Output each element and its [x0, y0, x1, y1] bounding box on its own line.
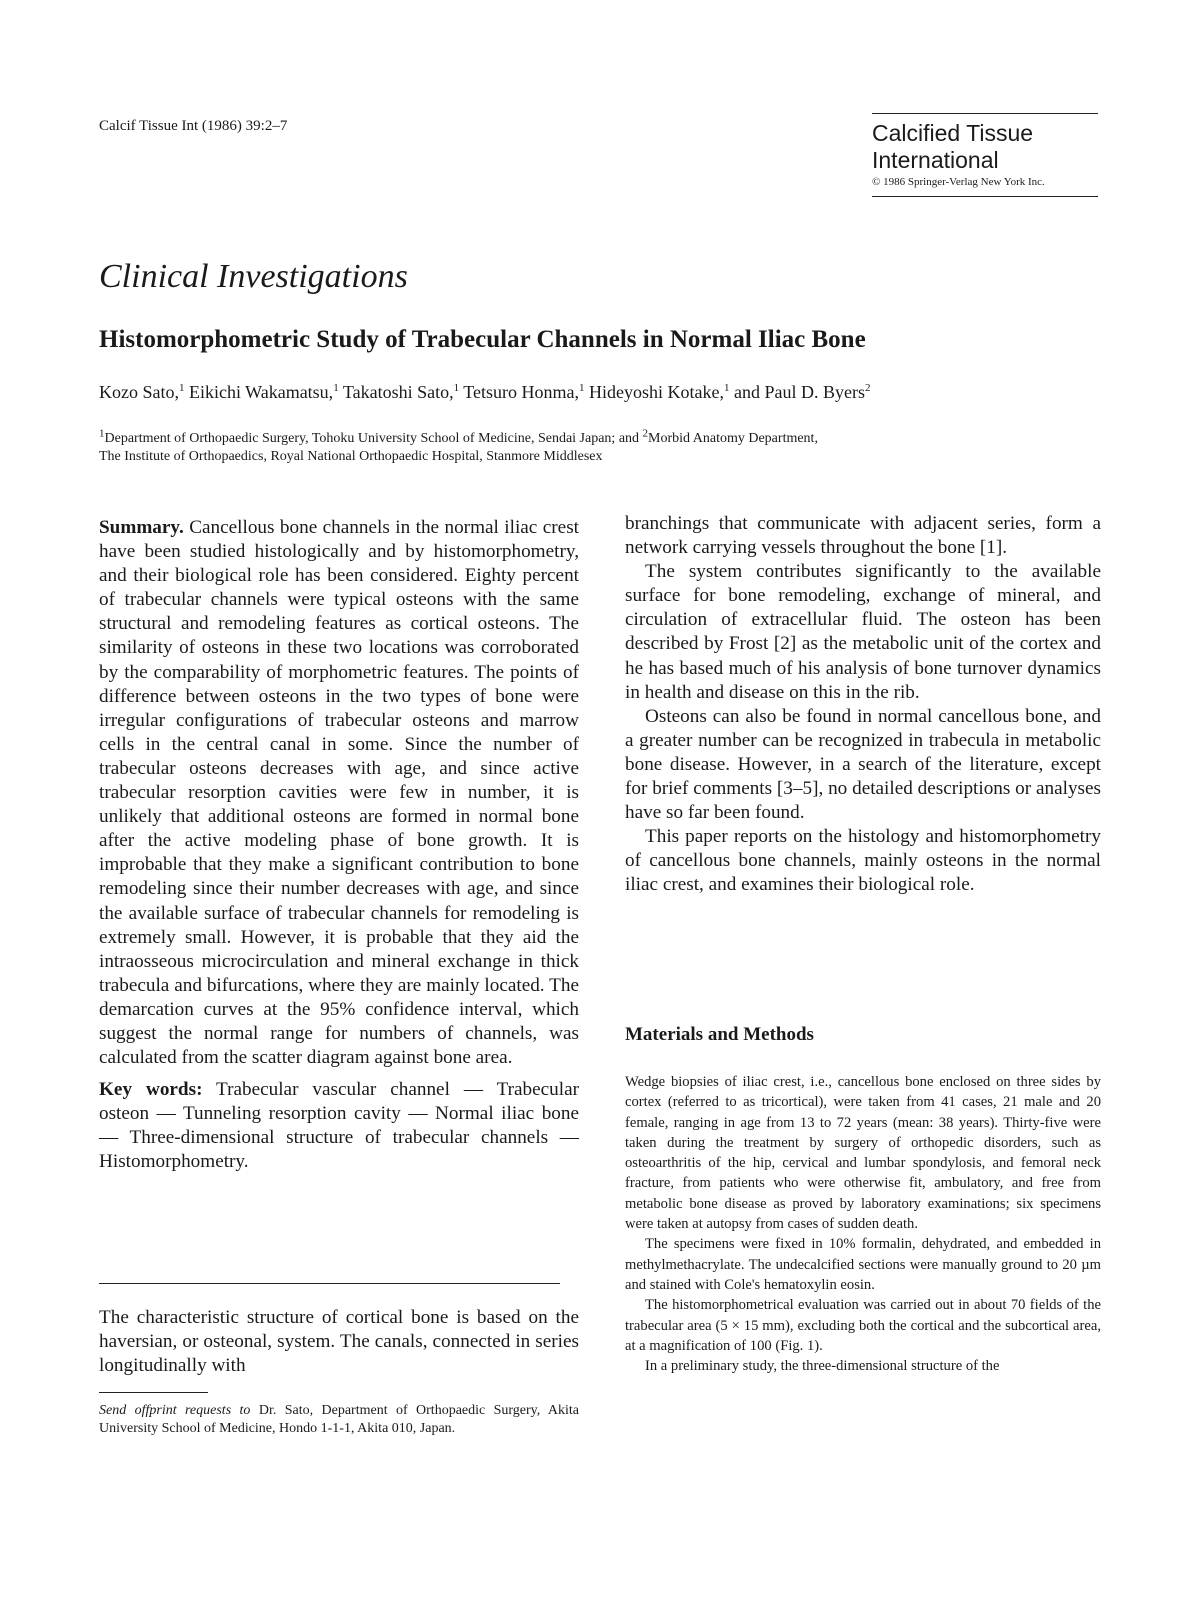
- article-title: Histomorphometric Study of Trabecular Channels in Normal Iliac Bone: [99, 326, 866, 353]
- offprint-footnote: [99, 1402, 579, 1438]
- journal-citation: Calcif Tissue Int (1986) 39:2–7: [99, 118, 288, 134]
- intro-paragraph: The characteristic structure of cortical bone is based on the haversian, or osteonal, system. The canals, connected in series longitudinally with: [99, 1307, 579, 1377]
- author-name: and Paul D. Byers: [734, 382, 865, 402]
- body-paragraph: The system contributes significantly to the available surface for bone remodeling, exchange of mineral, and circulation of extracellular fluid. The osteon has been described by Frost [2] as the metabolic unit of the cortex and he has based much of his analysis of bone turnover dynamics in health and disease on this in the rib.: [625, 561, 1101, 703]
- author-affiliation-mark: 1: [579, 382, 585, 394]
- summary-paragraph: [99, 516, 579, 1070]
- affiliation-line: The Institute of Orthopaedics, Royal National Orthopaedic Hospital, Stanmore Middlesex: [99, 449, 603, 464]
- keywords-text: Trabecular vascular channel — Trabecular osteon — Tunneling resorption cavity — Normal iliac bone — Three-dimensional structure of trabecular channels — Histomorphometry.: [99, 1079, 579, 1173]
- author-affiliation-mark: 1: [453, 382, 460, 394]
- author-name: Tetsuro Honma,: [463, 382, 580, 402]
- intro-left-block: [99, 1306, 579, 1378]
- copyright-notice: © 1986 Springer-Verlag New York Inc.: [872, 176, 1045, 188]
- methods-paragraph: The histomorphometrical evaluation was carried out in about 70 fields of the trabecular area (5 × 15 mm), excluding both the cortical and the subcortical area, at a magnification of 100 (Fig. 1).: [625, 1297, 1101, 1354]
- author-affiliation-mark: 1: [333, 382, 339, 394]
- abstract-divider: [99, 1283, 560, 1284]
- author-name: Kozo Sato,: [99, 382, 179, 402]
- journal-name-line1: Calcified Tissue: [872, 120, 1034, 146]
- methods-paragraph: In a preliminary study, the three-dimensional structure of the: [645, 1358, 1000, 1375]
- section-label: Clinical Investigations: [99, 258, 408, 295]
- methods-paragraph: Wedge biopsies of iliac crest, i.e., cancellous bone enclosed on three sides by cortex (referred to as tricortical), were taken from 41 cases, 21 male and 20 female, ranging in age from 13 to 72 years (mean: 38 years). Thirty-five were taken during the treatment by surgery of orthopedic disorders, such as osteoarthritis of the hip, cervical and lumbar spondylosis, and femoral neck fracture, from patients who were otherwise fit, ambulatory, and free from metabolic bone disease as proved by laboratory examinations; six specimens were taken at autopsy from cases of sudden death.: [625, 1074, 1101, 1233]
- affiliation-line: Department of Orthopaedic Surgery, Tohoku University School of Medicine, Sendai Japan; and: [104, 431, 643, 446]
- footnote-block: [99, 1402, 579, 1438]
- methods-paragraph: The specimens were fixed in 10% formalin, dehydrated, and embedded in methylmethacrylate. The undecalcified sections were manually ground to 20 µm and stained with Cole's hematoxylin eosin.: [625, 1236, 1101, 1293]
- affiliation-mark: 2: [642, 427, 649, 440]
- methods-heading: Materials and Methods: [625, 1024, 814, 1045]
- footnote-divider: [99, 1392, 208, 1393]
- author-affiliation-mark: 2: [864, 382, 871, 394]
- body-paragraph: Osteons can also be found in normal cancellous bone, and a greater number can be recognized in trabecula in metabolic bone disease. However, in a search of the literature, except for brief comments [3–5], no detailed descriptions or analyses have so far been found.: [625, 705, 1101, 824]
- abstract-block: [99, 516, 579, 1175]
- author-list: [99, 382, 870, 403]
- affiliation-mark: 1: [99, 427, 105, 440]
- author-name: Takatoshi Sato,: [342, 382, 454, 402]
- affiliation-line: Morbid Anatomy Department,: [648, 431, 818, 446]
- keywords-label: Key words:: [99, 1079, 203, 1101]
- footnote-text: Dr. Sato, Department of Orthopaedic Surgery, Akita University School of Medicine, Hondo 1-1-1, Akita 010, Japan.: [99, 1403, 579, 1436]
- author-name: Eikichi Wakamatsu,: [189, 382, 334, 402]
- footnote-label: Send offprint requests to: [99, 1403, 251, 1418]
- body-paragraph: branchings that communicate with adjacent series, form a network carrying vessels throughout the bone [1].: [625, 513, 1101, 559]
- author-affiliation-mark: 1: [724, 382, 730, 394]
- summary-label: Summary.: [99, 517, 184, 538]
- right-column-body: [625, 512, 1101, 898]
- author-name: Hideyoshi Kotake,: [589, 382, 724, 402]
- journal-name-line2: International: [872, 147, 999, 173]
- summary-text: Cancellous bone channels in the normal iliac crest have been studied histologically and by histomorphometry, and their biological role has been considered. Eighty percent of trabecular channels were typical osteons with the same structural and remodeling features as cortical osteons. The similarity of osteons in these two locations was corroborated by the comparability of morphometric features. The points of difference between osteons in the two types of bone were irregular configurations of trabecular osteons and marrow cells in the central canal in some. Since the number of trabecular osteons decreases with age, and since active trabecular resorption cavities were few in number, it is unlikely that additional osteons are formed in normal bone after the active modeling phase of bone growth. It is improbable that they make a significant contribution to bone remodeling since their number decreases with age, and since the available surface of trabecular channels for remodeling is extremely small. However, it is probable that they aid the intraosseous microcirculation and mineral exchange in thick trabecula and bifurcations, where they are mainly located. The demarcation curves at the 95% confidence interval, which suggest the normal range for numbers of channels, was calculated from the scatter diagram against bone area.: [99, 517, 579, 1069]
- journal-masthead: [872, 113, 1098, 197]
- author-affiliation-mark: 1: [179, 382, 185, 394]
- body-paragraph: This paper reports on the histology and histomorphometry of cancellous bone channels, mainly osteons in the normal iliac crest, and examines their biological role.: [625, 826, 1101, 896]
- keywords-paragraph: [99, 1078, 579, 1174]
- affiliations: [99, 427, 1099, 466]
- methods-body: [625, 1072, 1101, 1376]
